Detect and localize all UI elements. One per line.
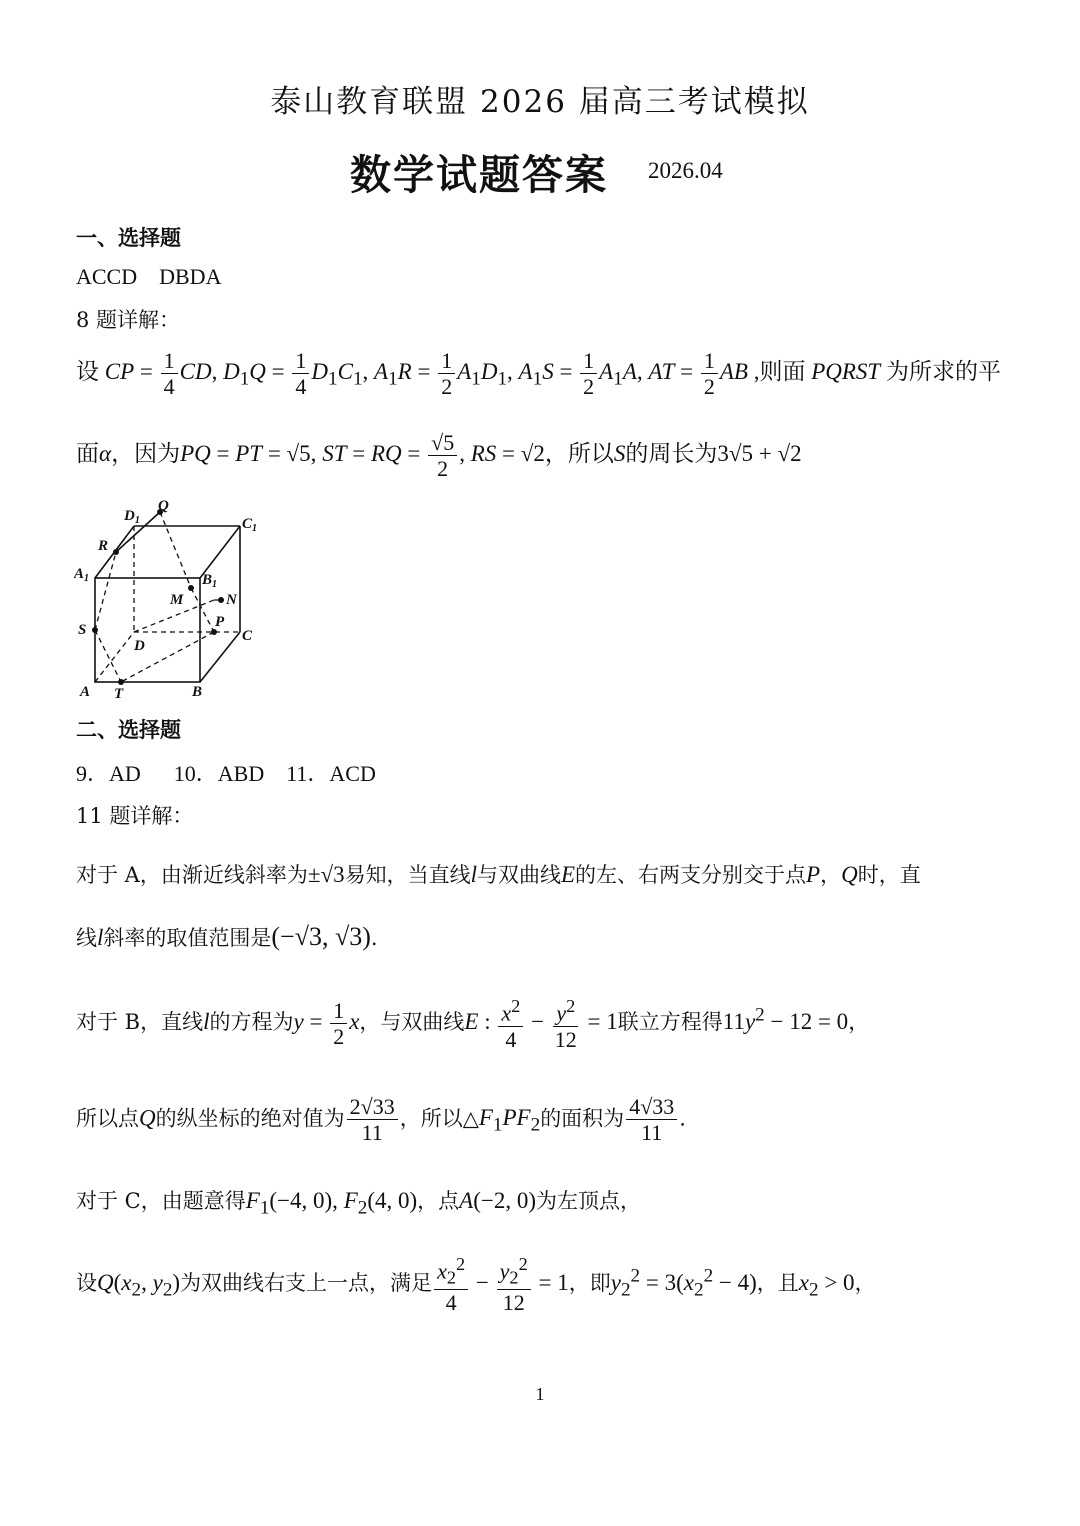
label-M: M [170, 592, 184, 608]
q11-text: 的方程为 [209, 1010, 294, 1035]
q8-text: ,则面 [753, 359, 806, 385]
q11-text: 所以点 [76, 1106, 139, 1131]
exam-title: 泰山教育联盟 2026 届高三考试模拟 [270, 84, 810, 120]
q11-text: 为双曲线右支上一点，满足 [180, 1270, 433, 1295]
label-Q: Q [158, 500, 169, 514]
document-date: 2026.04 [648, 158, 723, 183]
answers-1-8: ACCD DBDA [76, 264, 222, 289]
label-S: S [78, 622, 87, 638]
plane-alpha: α [99, 441, 112, 467]
q11-A-line2: 线l斜率的取值范围是(−√3, √3). [76, 922, 378, 951]
q11-text: 对于 A，由渐近线斜率为 [76, 863, 308, 887]
label-R: R [98, 538, 109, 554]
q8-text: 为所求的平 [885, 359, 1001, 385]
q8-text: 设 [76, 359, 99, 385]
q11-C-line1: 对于 C，由题意得$F_1(-4$, 0), $F_2(4$, 0)，点A(−2, 0)为左顶点， [76, 1188, 642, 1219]
q11-C-line2: 设$Q(x_2$, $y_2$)为双曲线右支上一点，满足 $\frac{x_2^2}{4}$ − $\frac{y_2^2}{12}$ = 1，即$y_2^2 = 3(x_2^2 - 4)$，且$x_2 > 0$， [76, 1254, 876, 1315]
q11-A-line1: 对于 A，由渐近线斜率为±√3易知，当直线l与双曲线E的左、右两支分别交于点P，Q时，直 [76, 862, 921, 887]
plane-name: PQRST [811, 359, 881, 385]
label-C: C [242, 628, 253, 644]
q11-B-line2: 所以点Q的纵坐标的绝对值为 $\frac{2√33}{11}$ ，所以$\triangle F_1PF_2$的面积为 $\frac{4√33}{11}$ . [76, 1094, 686, 1146]
q8-text: 的周长为 [625, 441, 718, 467]
label-B: B [192, 684, 203, 700]
section-heading-1: 一、选择题 [76, 226, 181, 250]
answers-9-11: 9．AD 10．ABD 11．ACD [76, 761, 376, 786]
q11-text: 为左顶点， [536, 1189, 642, 1213]
q11-text: 的面积为 [540, 1106, 625, 1131]
section-S: S [613, 441, 626, 467]
cube-diagram [74, 500, 274, 700]
q11-text: 斜率的取值范围是 [103, 926, 272, 950]
label-P: P [215, 614, 225, 630]
q8-text: ，所以 [544, 441, 614, 467]
q11-text: ，点 [417, 1189, 460, 1213]
q11-text: 易知，当直线 [344, 863, 471, 887]
page-number: 1 [535, 1384, 545, 1404]
q11-text: 对于 C，由题意得 [76, 1189, 246, 1213]
label-T: T [114, 686, 124, 700]
q11-text: 的纵坐标的绝对值为 [155, 1106, 345, 1131]
q11-text: 时，直 [857, 863, 921, 887]
document-title: 数学试题答案 [350, 151, 608, 199]
q11-text: 的左、右两支分别交于点 [575, 863, 807, 887]
q11-text: ，且 [756, 1270, 799, 1295]
q11-label: 11 题详解： [76, 804, 194, 828]
q11-text: 与双曲线 [476, 863, 561, 887]
q8-text: 面 [76, 441, 99, 467]
section-heading-2: 二、选择题 [76, 718, 181, 742]
label-D1: $D_1$ [124, 508, 140, 526]
q11-text: ，与双曲线 [359, 1010, 465, 1035]
label-A: A [80, 684, 91, 700]
q11-text: 设 [76, 1270, 97, 1295]
label-D: D [134, 638, 145, 654]
q8-explanation-line1: 设 CP = $\frac{1}{4}$ CD, $D_1Q$ = $\frac{1}{4}$ $D_1C_1$, $A_1R$ = $\frac{1}{2}$ $A_1D_1$, $A_1S$ = $\frac{1}{2}$ $A_1A$, AT = $\frac{1}{2}$ AB ,则面 PQRST 为所求的平 [76, 348, 1001, 400]
q8-label: 8 题详解： [76, 308, 181, 332]
q11-B-line1: 对于 B，直线l的方程为y = $\frac{1}{2}$ x，与双曲线E : $\frac{x^2}{4}$ − $\frac{y^2}{12}$ = 1联立方程得$11y^2 - 12 = 0$， [76, 996, 870, 1052]
q11-text: ，所以△ [399, 1106, 479, 1131]
q8-explanation-line2: 面α，因为PQ = PT = √5, ST = RQ = $\frac{√5}{2}$ , RS = √2，所以S的周长为3√5 + √2 [76, 430, 802, 482]
label-A1: $A_1$ [74, 566, 90, 584]
q11-text: 联立方程得 [617, 1010, 723, 1035]
label-C1: $C_1$ [242, 516, 258, 534]
q11-text: 线 [76, 926, 97, 950]
label-N: N [226, 592, 237, 608]
q8-text: ，因为 [111, 441, 181, 467]
label-B1: $B_1$ [202, 572, 218, 590]
q11-text: 对于 B，直线 [76, 1010, 204, 1035]
q11-text: ，即 [568, 1270, 611, 1295]
